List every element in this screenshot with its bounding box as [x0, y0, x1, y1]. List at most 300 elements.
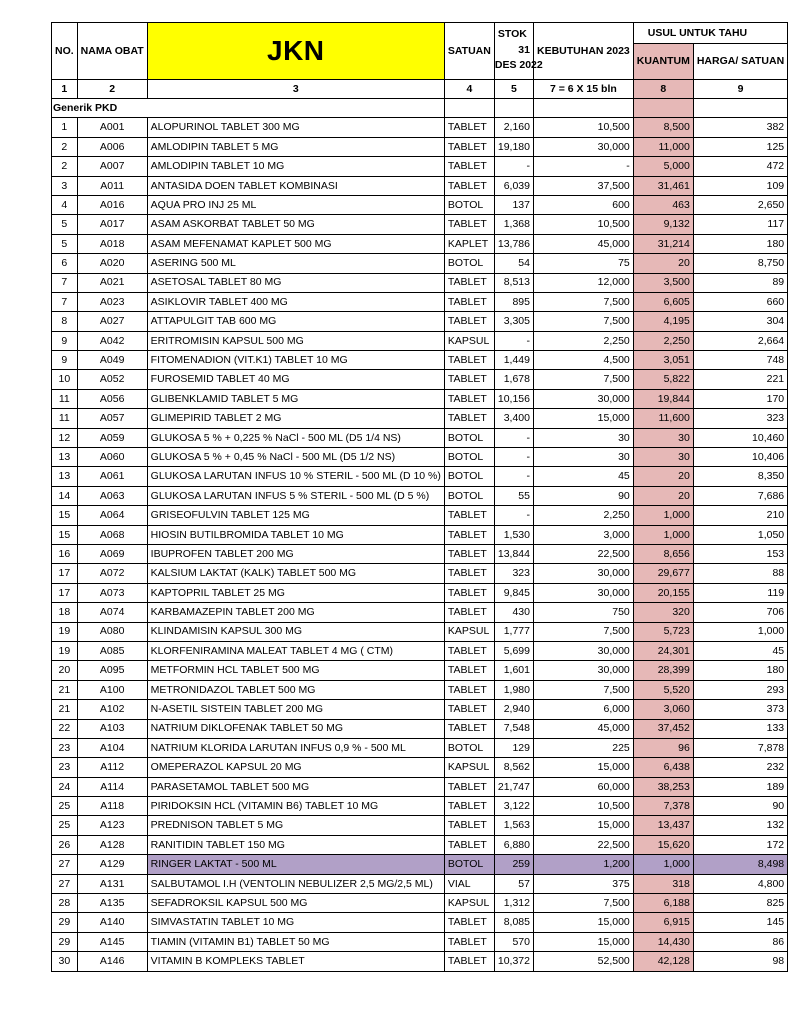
drug-code: A128 [77, 835, 147, 854]
row-no: 22 [52, 719, 78, 738]
quantity-value: 13,437 [633, 816, 693, 835]
table-row [52, 855, 788, 874]
drug-code: A017 [77, 215, 147, 234]
quantity-value: 6,438 [633, 758, 693, 777]
row-no: 13 [52, 448, 78, 467]
stock-value: 13,844 [494, 544, 533, 563]
table-row [52, 215, 788, 234]
table-row [52, 467, 788, 486]
drug-code: A129 [77, 855, 147, 874]
drug-name: AQUA PRO INJ 25 ML [147, 195, 444, 214]
unit-price: 10,406 [693, 448, 787, 467]
row-no: 1 [52, 118, 78, 137]
drug-code: A059 [77, 428, 147, 447]
requirement-value: 45 [533, 467, 633, 486]
row-no: 21 [52, 680, 78, 699]
unit: TABLET [444, 118, 494, 137]
quantity-value: 320 [633, 603, 693, 622]
table-row [52, 157, 788, 176]
drug-name: TIAMIN (VITAMIN B1) TABLET 50 MG [147, 932, 444, 951]
drug-code: A001 [77, 118, 147, 137]
requirement-value: 52,500 [533, 952, 633, 971]
header-stok-label: STOK [497, 28, 527, 40]
requirement-value: 7,500 [533, 894, 633, 913]
requirement-value: 1,200 [533, 855, 633, 874]
drug-code: A114 [77, 777, 147, 796]
stock-value: 54 [494, 254, 533, 273]
section-row [52, 99, 788, 118]
unit-price: 323 [693, 409, 787, 428]
row-no: 28 [52, 894, 78, 913]
row-no: 4 [52, 195, 78, 214]
unit: TABLET [444, 176, 494, 195]
drug-name: ATTAPULGIT TAB 600 MG [147, 312, 444, 331]
table-row [52, 118, 788, 137]
drug-name: GLUKOSA LARUTAN INFUS 10 % STERIL - 500 ML (D 10 %) [147, 467, 444, 486]
requirement-value: 3,000 [533, 525, 633, 544]
stock-value: - [494, 157, 533, 176]
quantity-value: 31,461 [633, 176, 693, 195]
unit-price: 86 [693, 932, 787, 951]
drug-code: A064 [77, 506, 147, 525]
drug-name: SIMVASTATIN TABLET 10 MG [147, 913, 444, 932]
row-no: 7 [52, 292, 78, 311]
quantity-value: 5,723 [633, 622, 693, 641]
requirement-value: 15,000 [533, 932, 633, 951]
drug-name: GRISEOFULVIN TABLET 125 MG [147, 506, 444, 525]
unit: TABLET [444, 797, 494, 816]
header-kebutuhan: KEBUTUHAN 2023 [533, 23, 633, 80]
program-title: JKN [267, 35, 325, 66]
row-no: 2 [52, 137, 78, 156]
stock-value: 8,085 [494, 913, 533, 932]
unit: TABLET [444, 389, 494, 408]
header-stok-date: DES 2022 [494, 59, 543, 71]
stock-value: - [494, 448, 533, 467]
stock-value: 6,039 [494, 176, 533, 195]
drug-name: VITAMIN B KOMPLEKS TABLET [147, 952, 444, 971]
table-row [52, 370, 788, 389]
unit: KAPSUL [444, 894, 494, 913]
row-no: 23 [52, 738, 78, 757]
unit-price: 2,650 [693, 195, 787, 214]
requirement-value: 7,500 [533, 312, 633, 331]
header-usul: USUL UNTUK TAHU [633, 23, 787, 44]
header-stok [494, 23, 543, 80]
unit: TABLET [444, 215, 494, 234]
table-row [52, 544, 788, 563]
unit: TABLET [444, 312, 494, 331]
drug-code: A042 [77, 331, 147, 350]
drug-code: A068 [77, 525, 147, 544]
stock-value: 1,980 [494, 680, 533, 699]
quantity-value: 14,430 [633, 932, 693, 951]
table-row [52, 680, 788, 699]
header-satuan: SATUAN [444, 23, 494, 80]
requirement-value: 225 [533, 738, 633, 757]
requirement-value: 10,500 [533, 215, 633, 234]
unit-price: 232 [693, 758, 787, 777]
unit: TABLET [444, 952, 494, 971]
requirement-value: 15,000 [533, 913, 633, 932]
row-no: 13 [52, 467, 78, 486]
row-no: 16 [52, 544, 78, 563]
unit-price: 172 [693, 835, 787, 854]
unit-price: 1,050 [693, 525, 787, 544]
drug-code: A123 [77, 816, 147, 835]
table-row [52, 874, 788, 893]
quantity-value: 19,844 [633, 389, 693, 408]
drug-code: A069 [77, 544, 147, 563]
quantity-value: 96 [633, 738, 693, 757]
table-row [52, 700, 788, 719]
unit: KAPSUL [444, 622, 494, 641]
row-no: 15 [52, 506, 78, 525]
quantity-value: 3,051 [633, 351, 693, 370]
drug-name: ASAM MEFENAMAT KAPLET 500 MG [147, 234, 444, 253]
quantity-value: 20 [633, 254, 693, 273]
requirement-value: 10,500 [533, 118, 633, 137]
row-no: 21 [52, 700, 78, 719]
unit-price: 1,000 [693, 622, 787, 641]
unit: TABLET [444, 525, 494, 544]
table-row [52, 448, 788, 467]
drug-name: FUROSEMID TABLET 40 MG [147, 370, 444, 389]
drug-requirement-table [51, 22, 788, 972]
requirement-value: 7,500 [533, 622, 633, 641]
table-row [52, 351, 788, 370]
column-number: 9 [693, 80, 787, 99]
table-row [52, 583, 788, 602]
drug-name: KAPTOPRIL TABLET 25 MG [147, 583, 444, 602]
table-row [52, 719, 788, 738]
quantity-value: 20,155 [633, 583, 693, 602]
stock-value: 10,372 [494, 952, 533, 971]
quantity-value: 8,500 [633, 118, 693, 137]
table-row [52, 894, 788, 913]
drug-code: A049 [77, 351, 147, 370]
table-row [52, 389, 788, 408]
row-no: 12 [52, 428, 78, 447]
quantity-value: 28,399 [633, 661, 693, 680]
table-row [52, 195, 788, 214]
table-row [52, 758, 788, 777]
drug-code: A061 [77, 467, 147, 486]
table-row [52, 913, 788, 932]
drug-code: A006 [77, 137, 147, 156]
stock-value: 430 [494, 603, 533, 622]
quantity-value: 6,915 [633, 913, 693, 932]
table-row [52, 932, 788, 951]
quantity-value: 6,188 [633, 894, 693, 913]
unit-price: 153 [693, 544, 787, 563]
unit: TABLET [444, 564, 494, 583]
unit-price: 7,878 [693, 738, 787, 757]
drug-name: RINGER LAKTAT - 500 ML [147, 855, 444, 874]
stock-value: - [494, 331, 533, 350]
unit: TABLET [444, 777, 494, 796]
stock-value: 2,940 [494, 700, 533, 719]
quantity-value: 30 [633, 428, 693, 447]
drug-name: PREDNISON TABLET 5 MG [147, 816, 444, 835]
drug-name: KLORFENIRAMINA MALEAT TABLET 4 MG ( CTM) [147, 641, 444, 660]
row-no: 6 [52, 254, 78, 273]
stock-value: 3,122 [494, 797, 533, 816]
row-no: 19 [52, 641, 78, 660]
stock-value: 570 [494, 932, 533, 951]
requirement-value: 45,000 [533, 719, 633, 738]
row-no: 26 [52, 835, 78, 854]
requirement-value: 2,250 [533, 331, 633, 350]
quantity-value: 31,214 [633, 234, 693, 253]
drug-code: A056 [77, 389, 147, 408]
column-number: 5 [494, 80, 533, 99]
quantity-value: 5,520 [633, 680, 693, 699]
unit-price: 10,460 [693, 428, 787, 447]
requirement-value: 22,500 [533, 544, 633, 563]
unit: BOTOL [444, 428, 494, 447]
unit: TABLET [444, 370, 494, 389]
table-row [52, 641, 788, 660]
unit-price: 293 [693, 680, 787, 699]
stock-value: 3,305 [494, 312, 533, 331]
unit: TABLET [444, 506, 494, 525]
stock-value: - [494, 467, 533, 486]
unit-price: 133 [693, 719, 787, 738]
requirement-value: 90 [533, 486, 633, 505]
quantity-value: 37,452 [633, 719, 693, 738]
drug-code: A020 [77, 254, 147, 273]
unit-price: 210 [693, 506, 787, 525]
drug-code: A135 [77, 894, 147, 913]
requirement-value: 4,500 [533, 351, 633, 370]
section-cell [494, 99, 533, 118]
drug-code: A080 [77, 622, 147, 641]
drug-name: ERITROMISIN KAPSUL 500 MG [147, 331, 444, 350]
drug-name: SALBUTAMOL I.H (VENTOLIN NEBULIZER 2,5 MG/2,5 ML) [147, 874, 444, 893]
unit-price: 382 [693, 118, 787, 137]
stock-value: 8,562 [494, 758, 533, 777]
drug-name: FITOMENADION (VIT.K1) TABLET 10 MG [147, 351, 444, 370]
drug-name: SEFADROKSIL KAPSUL 500 MG [147, 894, 444, 913]
quantity-value: 8,656 [633, 544, 693, 563]
stock-value: 55 [494, 486, 533, 505]
row-no: 25 [52, 797, 78, 816]
row-no: 9 [52, 351, 78, 370]
row-no: 5 [52, 234, 78, 253]
header-program-title [147, 23, 444, 80]
requirement-value: 37,500 [533, 176, 633, 195]
unit-price: 117 [693, 215, 787, 234]
unit: BOTOL [444, 254, 494, 273]
unit-price: 45 [693, 641, 787, 660]
table-row [52, 952, 788, 971]
stock-value: 8,513 [494, 273, 533, 292]
requirement-value: 7,500 [533, 370, 633, 389]
requirement-value: 15,000 [533, 816, 633, 835]
requirement-value: 30,000 [533, 661, 633, 680]
requirement-value: 12,000 [533, 273, 633, 292]
table-row [52, 777, 788, 796]
unit: TABLET [444, 273, 494, 292]
column-number: 8 [633, 80, 693, 99]
quantity-value: 1,000 [633, 506, 693, 525]
unit: VIAL [444, 874, 494, 893]
unit-price: 4,800 [693, 874, 787, 893]
quantity-value: 42,128 [633, 952, 693, 971]
quantity-value: 463 [633, 195, 693, 214]
unit: TABLET [444, 835, 494, 854]
stock-value: 3,400 [494, 409, 533, 428]
drug-code: A118 [77, 797, 147, 816]
stock-value: 13,786 [494, 234, 533, 253]
stock-value: 129 [494, 738, 533, 757]
requirement-value: 15,000 [533, 758, 633, 777]
quantity-value: 7,378 [633, 797, 693, 816]
drug-name: RANITIDIN TABLET 150 MG [147, 835, 444, 854]
stock-value: 1,678 [494, 370, 533, 389]
unit: TABLET [444, 409, 494, 428]
unit: TABLET [444, 816, 494, 835]
quantity-value: 1,000 [633, 855, 693, 874]
drug-code: A145 [77, 932, 147, 951]
table-row [52, 525, 788, 544]
drug-code: A063 [77, 486, 147, 505]
quantity-value: 29,677 [633, 564, 693, 583]
table-row [52, 661, 788, 680]
stock-value: - [494, 428, 533, 447]
table-row [52, 234, 788, 253]
row-no: 27 [52, 874, 78, 893]
unit-price: 825 [693, 894, 787, 913]
quantity-value: 318 [633, 874, 693, 893]
drug-code: A072 [77, 564, 147, 583]
table-row [52, 564, 788, 583]
unit: KAPLET [444, 234, 494, 253]
quantity-value: 5,000 [633, 157, 693, 176]
stock-value: 21,747 [494, 777, 533, 796]
table-row [52, 409, 788, 428]
drug-code: A100 [77, 680, 147, 699]
requirement-value: 6,000 [533, 700, 633, 719]
quantity-value: 11,600 [633, 409, 693, 428]
unit: TABLET [444, 661, 494, 680]
unit-price: 2,664 [693, 331, 787, 350]
column-number: 4 [444, 80, 494, 99]
drug-code: A073 [77, 583, 147, 602]
row-no: 11 [52, 409, 78, 428]
unit-price: 180 [693, 234, 787, 253]
drug-code: A027 [77, 312, 147, 331]
drug-code: A057 [77, 409, 147, 428]
table-row [52, 254, 788, 273]
quantity-value: 11,000 [633, 137, 693, 156]
row-no: 30 [52, 952, 78, 971]
quantity-value: 38,253 [633, 777, 693, 796]
unit-price: 119 [693, 583, 787, 602]
quantity-value: 1,000 [633, 525, 693, 544]
drug-code: A052 [77, 370, 147, 389]
unit-price: 8,750 [693, 254, 787, 273]
stock-value: 259 [494, 855, 533, 874]
header-harga: HARGA/ SATUAN [693, 44, 787, 80]
drug-code: A060 [77, 448, 147, 467]
unit: TABLET [444, 603, 494, 622]
drug-code: A074 [77, 603, 147, 622]
drug-name: N-ASETIL SISTEIN TABLET 200 MG [147, 700, 444, 719]
row-no: 27 [52, 855, 78, 874]
drug-name: GLIBENKLAMID TABLET 5 MG [147, 389, 444, 408]
table-row [52, 603, 788, 622]
drug-name: OMEPERAZOL KAPSUL 20 MG [147, 758, 444, 777]
row-no: 18 [52, 603, 78, 622]
unit: TABLET [444, 641, 494, 660]
row-no: 5 [52, 215, 78, 234]
quantity-value: 15,620 [633, 835, 693, 854]
column-number: 1 [52, 80, 78, 99]
table-row [52, 835, 788, 854]
row-no: 25 [52, 816, 78, 835]
header-no: NO. [52, 23, 78, 80]
requirement-value: 60,000 [533, 777, 633, 796]
requirement-value: 2,250 [533, 506, 633, 525]
stock-value: 1,368 [494, 215, 533, 234]
drug-name: KARBAMAZEPIN TABLET 200 MG [147, 603, 444, 622]
drug-code: A016 [77, 195, 147, 214]
unit-price: 7,686 [693, 486, 787, 505]
requirement-value: 30,000 [533, 389, 633, 408]
requirement-value: 7,500 [533, 680, 633, 699]
drug-name: ASAM ASKORBAT TABLET 50 MG [147, 215, 444, 234]
section-cell [633, 99, 693, 118]
unit-price: 304 [693, 312, 787, 331]
unit: TABLET [444, 583, 494, 602]
stock-value: 9,845 [494, 583, 533, 602]
row-no: 14 [52, 486, 78, 505]
table-row [52, 738, 788, 757]
table-row [52, 331, 788, 350]
row-no: 24 [52, 777, 78, 796]
unit-price: 189 [693, 777, 787, 796]
unit: TABLET [444, 292, 494, 311]
section-cell [693, 99, 787, 118]
unit-price: 109 [693, 176, 787, 195]
unit: TABLET [444, 680, 494, 699]
requirement-value: 15,000 [533, 409, 633, 428]
table-row [52, 816, 788, 835]
unit-price: 125 [693, 137, 787, 156]
stock-value: 5,699 [494, 641, 533, 660]
row-no: 9 [52, 331, 78, 350]
unit: TABLET [444, 351, 494, 370]
requirement-value: 30,000 [533, 583, 633, 602]
drug-name: ASIKLOVIR TABLET 400 MG [147, 292, 444, 311]
unit-price: 373 [693, 700, 787, 719]
unit: BOTOL [444, 195, 494, 214]
unit-price: 90 [693, 797, 787, 816]
quantity-value: 6,605 [633, 292, 693, 311]
table-row [52, 176, 788, 195]
unit-price: 660 [693, 292, 787, 311]
drug-code: A104 [77, 738, 147, 757]
drug-name: GLUKOSA LARUTAN INFUS 5 % STERIL - 500 ML (D 5 %) [147, 486, 444, 505]
quantity-value: 4,195 [633, 312, 693, 331]
unit: KAPSUL [444, 758, 494, 777]
drug-code: A023 [77, 292, 147, 311]
row-no: 29 [52, 932, 78, 951]
drug-code: A131 [77, 874, 147, 893]
requirement-value: 30,000 [533, 564, 633, 583]
